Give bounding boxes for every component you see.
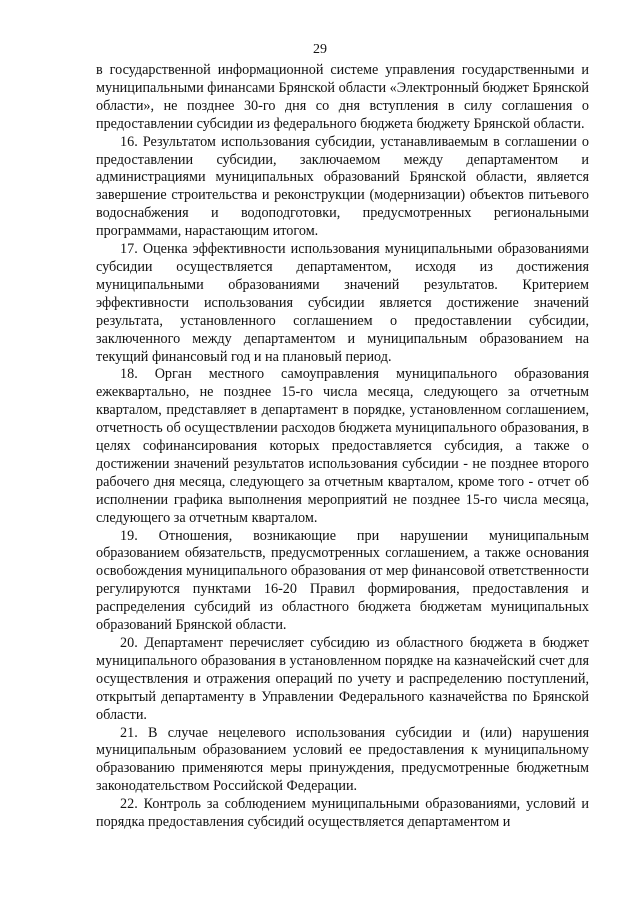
paragraph-19: 19. Отношения, возникающие при нарушении муниципальным образованием обязательств, предусмотренных соглашением, а также основания освобождения муниципального образования от мер финансовой ответственности регулируются пунктами 16-20 Правил формирования, предоставления и распределения субсидий из областного бюджета бюджетам муниципальных образований Брянской области. [96,527,589,634]
document-body [96,62,589,832]
paragraph-17: 17. Оценка эффективности использования муниципальными образованиями субсидии осуществляется департаментом, исходя из достижения муниципальными образованиями значений результатов. Критерием эффективности использования субсидии является достижение значений результата, установленного соглашением о предоставлении субсидии, заключенного между департаментом и муниципальным образованием на текущий финансовый год и на плановый период. [96,241,589,365]
paragraph-continuation: в государственной информационной системе управления государственными и муниципальными финансами Брянской области «Электронный бюджет Брянской области», не позднее 30-го дня со дня вступления в силу соглашения о предоставлении субсидии из федерального бюджета бюджету Брянской области. [96,62,589,132]
paragraph-22: 22. Контроль за соблюдением муниципальными образованиями, условий и порядка предоставления субсидий осуществляется департаментом и [96,796,589,831]
paragraph-18: 18. Орган местного самоуправления муниципального образования ежеквартально, не позднее 15-го числа месяца, следующего за отчетным кварталом, представляет в департамент в порядке, установленном соглашением, отчетность об осуществлении расходов бюджета муниципального образования, в целях софинансирования которых предоставляется субсидия, а также о достижении значений результатов использования субсидии - не позднее второго рабочего дня месяца, следующего за отчетным кварталом, кроме того - отчет об исполнении графика выполнения мероприятий не позднее 15-го числа месяца, следующего за отчетным кварталом. [96,366,589,526]
paragraph-16: 16. Результатом использования субсидии, устанавливаемым в соглашении о предоставлении субсидии, заключаемом между департаментом и администрациями муниципальных образований Брянской области, является завершение строительства и реконструкции (модернизации) объектов питьевого водоснабжения и водоподготовки, предусмотренных региональными программами, нарастающим итогом. [96,133,589,240]
paragraph-21: 21. В случае нецелевого использования субсидии и (или) нарушения муниципальным образованием условий ее предоставления к муниципальному образованию применяются меры принуждения, предусмотренные бюджетным законодательством Российской Федерации. [96,724,589,795]
paragraph-20: 20. Департамент перечисляет субсидию из областного бюджета в бюджет муниципального образования в установленном порядке на казначейский счет для осуществления и отражения операций по учету и распределению поступлений, открытый департаменту в Управлении Федерального казначейства по Брянской области. [96,635,589,723]
page-number: 29 [313,42,327,57]
